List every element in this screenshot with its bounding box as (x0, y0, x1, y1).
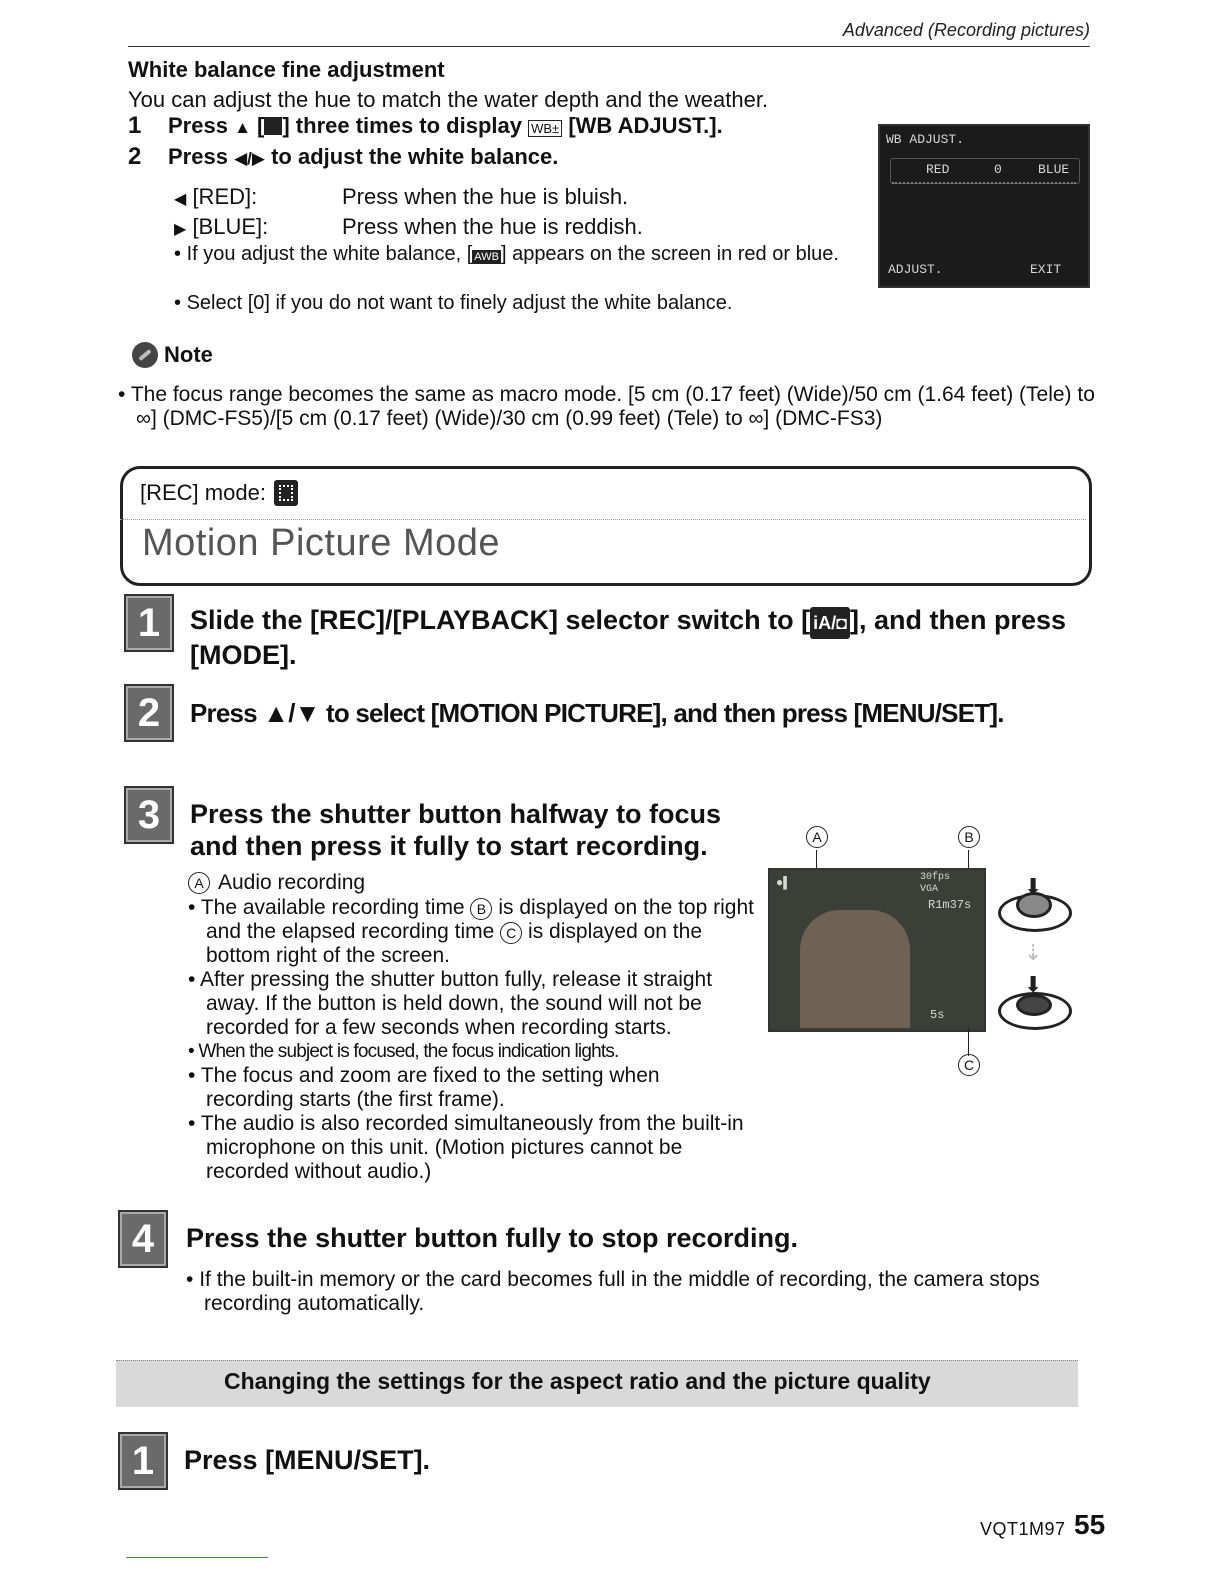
step-3-bullet-1: • The available recording time B is displayed on the top right and the elapsed recording time C is displayed on the bottom right of the screen. (188, 896, 758, 968)
note-text: • The focus range becomes the same as macro mode. [5 cm (0.17 feet) (Wide)/50 cm (1.64 feet) (Tele) to ∞] (DMC-FS5)/[5 cm (0.17 feet) (Wide)/30 cm (0.99 feet) (Tele) to ∞] (DMC-FS3) (118, 383, 1106, 431)
step-4-bullet-1: • If the built-in memory or the card becomes full in the middle of recording, the camera stops recording automatically. (186, 1268, 1084, 1316)
wb-screen-exit: EXIT (1030, 262, 1062, 277)
callout-b: B (958, 826, 980, 848)
wb-bullet-2: • Select [0] if you do not want to finely adjust the white balance. (174, 291, 882, 315)
settings-banner-text: Changing the settings for the aspect ratio and the picture quality (224, 1368, 931, 1394)
wb-screen-blue: BLUE (1038, 162, 1070, 177)
awb-icon: AWB (474, 251, 499, 263)
wb-step-2 (128, 143, 558, 171)
rec-remaining-time: R1m37s (928, 898, 972, 912)
record-mode-icon: iA/◘ (810, 607, 850, 639)
step-1-number: 1 (124, 594, 174, 652)
wb-step-1-text: Press ▲ [ ] three times to display WB± [WB ADJUST.]. (168, 113, 723, 138)
step-2-text: Press ▲/▼ to select [MOTION PICTURE], and then press [MENU/SET]. (190, 698, 1004, 728)
final-step-number: 1 (118, 1432, 168, 1490)
section-divider (120, 519, 1086, 520)
note-icon (132, 342, 158, 368)
left-right-arrow-icon: ◀/▶ (234, 149, 265, 168)
audio-recording-indicator: ●▌ (776, 876, 791, 890)
audio-recording-row: A Audio recording (188, 870, 758, 896)
rec-elapsed-time: 5s (930, 1008, 945, 1022)
callout-a-line (816, 850, 817, 870)
right-triangle-icon: ▶ (174, 221, 187, 238)
rec-vga: VGA (920, 884, 939, 895)
final-step-text: Press [MENU/SET]. (184, 1445, 431, 1475)
callout-c-line (968, 1028, 969, 1056)
wb-step-2-number: 2 (128, 143, 142, 170)
footer-code: VQT1M97 (980, 1519, 1066, 1539)
wb-screen-adjust: ADJUST. (888, 262, 943, 277)
step-3-bullet-2: • After pressing the shutter button fully, release it straight away. If the button is held down, the sound will not be recorded for a few seconds when recording starts. (188, 968, 758, 1040)
wb-plus-icon: WB± (528, 120, 562, 137)
circle-b-label: B (470, 898, 492, 920)
rec-fps: 30fps (920, 872, 951, 883)
circle-a-label: A (188, 872, 210, 894)
footer-rule (126, 1557, 268, 1558)
wb-step-1 (128, 112, 723, 140)
step-2-number: 2 (124, 684, 174, 742)
callout-a: A (806, 826, 828, 848)
callout-b-line (968, 850, 969, 870)
step-3-details (188, 870, 758, 1184)
wb-red-row: ◀ [RED]: Press when the hue is bluish. (174, 184, 629, 209)
wb-bullet-1: • If you adjust the white balance, [ AWB ] appears on the screen in red or blue. (174, 242, 882, 269)
step-3-bullet-4: • The focus and zoom are fixed to the setting when recording starts (the first frame). (188, 1064, 726, 1112)
arrow-down-icon: ⇣ (1024, 940, 1043, 965)
page-number: 55 (1074, 1509, 1106, 1540)
exposure-icon (264, 117, 282, 135)
motion-picture-mode-icon (274, 480, 298, 506)
wb-heading: White balance fine adjustment (128, 57, 445, 82)
wb-adjust-screen (878, 124, 1090, 288)
step-3-number: 3 (124, 786, 174, 844)
wb-screen-dots (892, 182, 1076, 184)
callout-c: C (958, 1054, 980, 1076)
wb-step-1-number: 1 (128, 112, 142, 139)
recording-screen (768, 868, 986, 1032)
shutter-full-press-icon: ⬇ (998, 972, 1068, 1028)
step-4-number: 4 (118, 1210, 168, 1268)
header-section-title: Advanced (Recording pictures) (842, 20, 1090, 40)
section-title: Motion Picture Mode (142, 522, 500, 564)
wb-screen-zero: 0 (994, 162, 1002, 177)
wb-screen-red: RED (926, 162, 950, 177)
circle-c-label: C (500, 922, 522, 944)
wb-step-2-text: Press ◀/▶ to adjust the white balance. (168, 144, 559, 169)
step-4-text: Press the shutter button fully to stop recording. (186, 1223, 799, 1253)
wb-blue-row: ▶ [BLUE]: Press when the hue is reddish. (174, 214, 643, 239)
subject-figure (800, 910, 910, 1028)
up-arrow-icon: ▲ (234, 118, 251, 137)
left-triangle-icon: ◀ (174, 191, 187, 208)
rec-mode-label: [REC] mode: (140, 480, 298, 506)
step-3-bullet-3: • When the subject is focused, the focus indication lights. (188, 1040, 758, 1064)
note-heading: Note (132, 342, 213, 368)
wb-screen-title: WB ADJUST. (886, 132, 965, 147)
wb-intro: You can adjust the hue to match the water depth and the weather. (128, 87, 769, 112)
header-rule (128, 46, 1090, 47)
step-3-bullet-5: • The audio is also recorded simultaneously from the built-in microphone on this unit. (Motion pictures cannot be recorded without audio.) (188, 1112, 746, 1184)
step-1-text: Slide the [REC]/[PLAYBACK] selector switch to [ iA/◘ ], and then press [MODE]. (190, 605, 1066, 670)
shutter-half-press-icon: ⬇ (998, 876, 1068, 930)
step-3-text: Press the shutter button halfway to focus and then press it fully to start recording. (190, 799, 722, 861)
